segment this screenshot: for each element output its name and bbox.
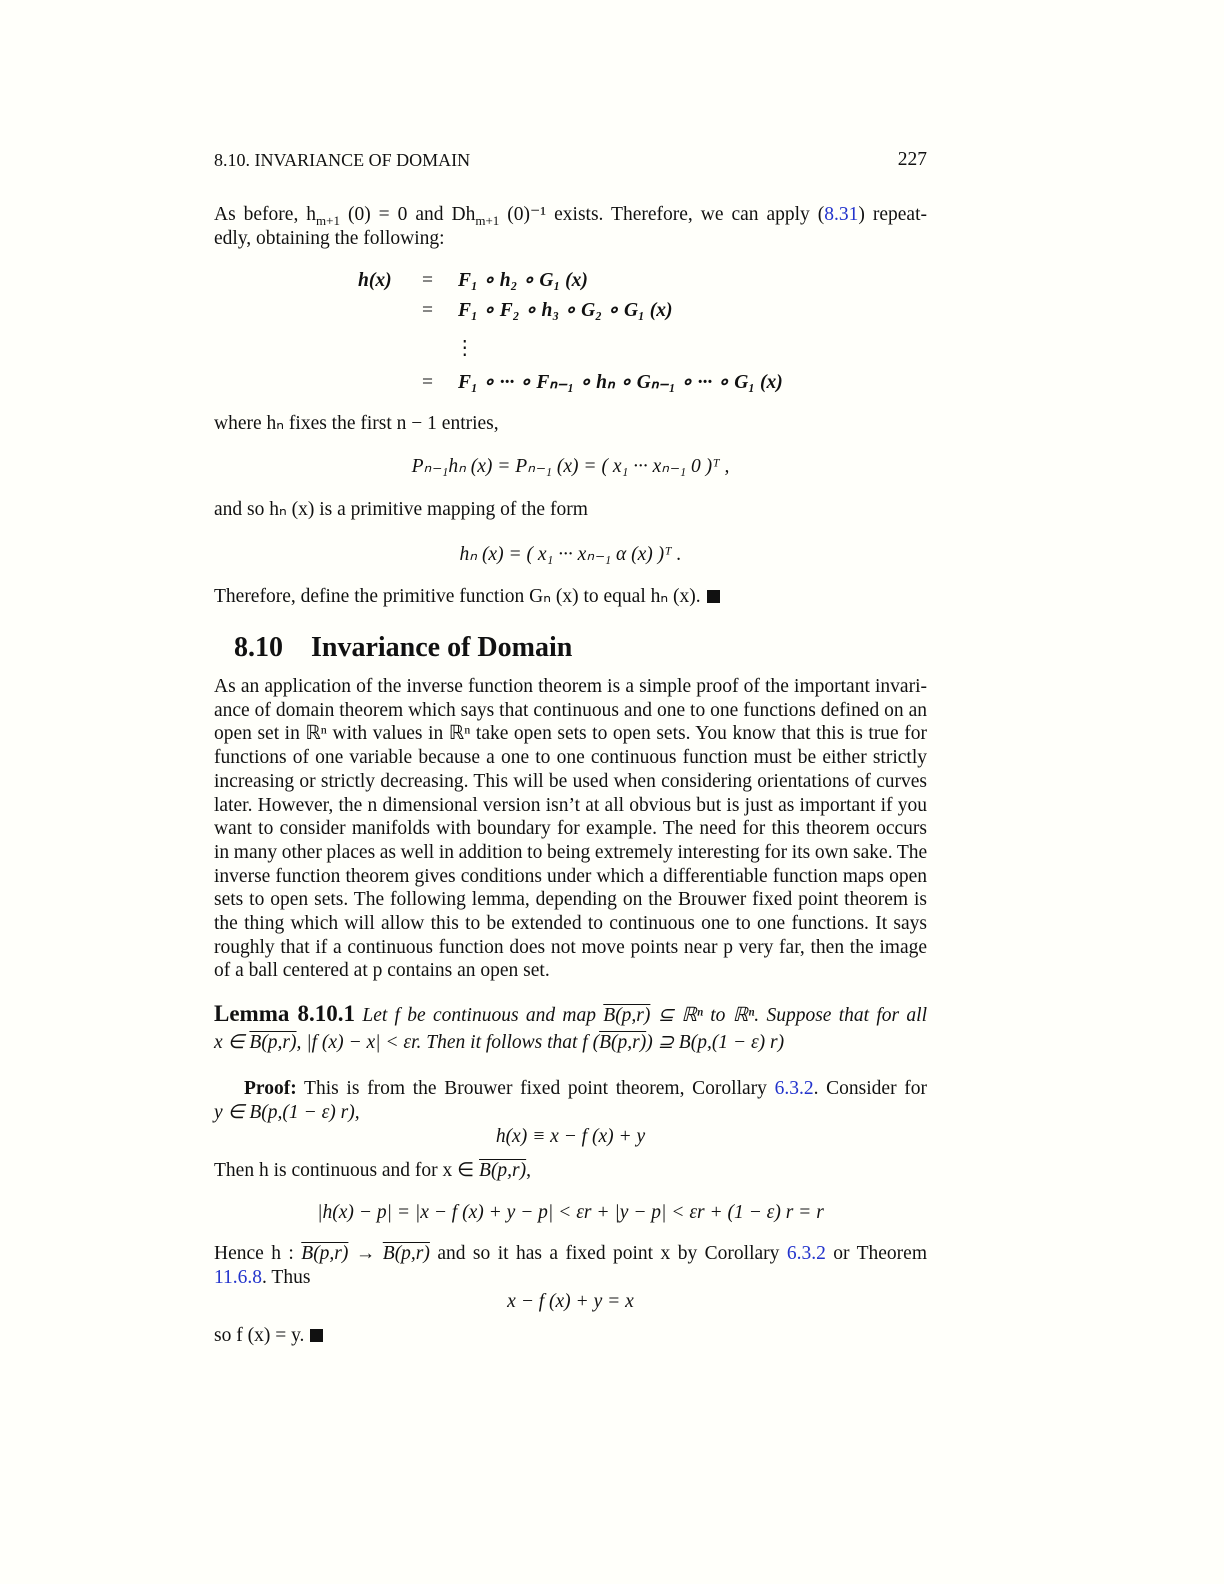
proof-eq-2: |h(x) − p| = |x − f (x) + y − p| < εr + |y − p| < εr + (1 − ε) r = r bbox=[317, 1202, 824, 1223]
proof-eq-1: h(x) ≡ x − f (x) + y bbox=[495, 1126, 646, 1147]
closed-ball: B(p,r) bbox=[599, 1032, 647, 1053]
eq-row-2: F₁ ∘ F₂ ∘ h₃ ∘ G₂ ∘ G₁ (x) bbox=[458, 300, 673, 321]
section-title: Invariance of Domain bbox=[311, 632, 573, 663]
text: As before, h bbox=[214, 204, 317, 225]
eq-lhs: h(x) bbox=[358, 270, 392, 291]
text: . Consider for bbox=[813, 1078, 927, 1099]
header-section: 8.10. INVARIANCE OF DOMAIN bbox=[214, 150, 471, 170]
lemma-label: Lemma 8.10.1 bbox=[214, 1001, 356, 1026]
text: This is from the Brouwer fixed point theorem, Corollary bbox=[296, 1078, 775, 1099]
equation-link[interactable]: 8.31 bbox=[824, 204, 859, 225]
closed-ball: B(p,r) bbox=[603, 1005, 651, 1026]
section-number: 8.10 bbox=[234, 632, 283, 663]
lemma-line-1 bbox=[214, 1000, 927, 1028]
paragraph-line: in many other places as well in addition to being extremely interesting for its own sake. The bbox=[214, 841, 928, 863]
text: . Thus bbox=[262, 1267, 311, 1288]
theorem-link[interactable]: 11.6.8 bbox=[214, 1267, 263, 1288]
therefore-line bbox=[214, 585, 927, 609]
paragraph-line: later. However, the n dimensional version isn’t at all obvious but is just as important if you bbox=[214, 794, 927, 816]
text: Then h is continuous and for x ∈ bbox=[214, 1160, 480, 1181]
paragraph-line: sets to open sets. The following lemma, depending on the Brouwer fixed point theorem is bbox=[214, 889, 927, 911]
page-number: 227 bbox=[897, 149, 927, 170]
proof-eq-3: x − f (x) + y = x bbox=[507, 1291, 634, 1312]
closed-ball: B(p,r) bbox=[479, 1160, 527, 1181]
subscript: m+1 bbox=[475, 212, 500, 228]
text: Hence h : bbox=[214, 1243, 302, 1264]
text: (0) = 0 and Dh bbox=[340, 204, 476, 225]
paragraph-line: inverse function theorem gives conditions under which a differentiable function maps open bbox=[214, 865, 927, 887]
proof-line-6 bbox=[214, 1324, 927, 1348]
intro-line-2: edly, obtaining the following: bbox=[214, 228, 445, 249]
subscript: m+1 bbox=[316, 212, 340, 228]
text: , |f (x) − x| < εr. Then it follows that f ( bbox=[296, 1032, 600, 1053]
arrow: → bbox=[348, 1243, 383, 1264]
closed-ball: B(p,r) bbox=[301, 1243, 349, 1264]
text: and so it has a fixed point x by Corollary bbox=[429, 1243, 787, 1264]
vdots: ⋮ bbox=[455, 338, 475, 359]
closed-ball: B(p,r) bbox=[382, 1243, 430, 1264]
eq-row-1: F₁ ∘ h₂ ∘ G₁ (x) bbox=[458, 270, 588, 291]
text: so f (x) = y. bbox=[214, 1325, 305, 1346]
text: ) ⊇ B(p,(1 − ε) r) bbox=[646, 1032, 785, 1053]
text: x ∈ bbox=[214, 1032, 250, 1053]
projection-equation: Pₙ₋₁hₙ (x) = Pₙ₋₁ (x) = ( x₁ ··· xₙ₋₁ 0 )ᵀ , bbox=[411, 456, 730, 477]
eq-row-3: F₁ ∘ ··· ∘ Fₙ₋₁ ∘ hₙ ∘ Gₙ₋₁ ∘ ··· ∘ G₁ (x) bbox=[458, 372, 783, 393]
paragraph-line: the thing which will allow this to be extended to continuous one to one functions. It says bbox=[214, 913, 927, 934]
paragraph-line: ance of domain theorem which says that continuous and one to one functions defined on an bbox=[214, 699, 927, 721]
paragraph-line: open set in ℝⁿ with values in ℝⁿ take open sets to open sets. You know that this is true for bbox=[214, 723, 927, 745]
lemma-line-2 bbox=[214, 1031, 927, 1055]
corollary-link[interactable]: 6.3.2 bbox=[786, 1243, 826, 1264]
corollary-link[interactable]: 6.3.2 bbox=[774, 1078, 814, 1099]
proof-line-2: y ∈ B(p,(1 − ε) r), bbox=[214, 1102, 360, 1123]
eq-sign: = bbox=[422, 270, 433, 291]
text: Therefore, define the primitive function Gₙ (x) to equal hₙ (x). bbox=[214, 586, 701, 607]
where-line: where hₙ fixes the first n − 1 entries, bbox=[214, 413, 499, 434]
qed-square-icon bbox=[707, 590, 720, 603]
section-heading bbox=[234, 632, 572, 664]
qed-square-icon bbox=[310, 1329, 323, 1342]
paragraph-line: functions of one variable because a one to one continuous function must be either strictly bbox=[214, 747, 927, 769]
text: (0)⁻¹ exists. Therefore, we can apply ( bbox=[499, 204, 825, 225]
running-header bbox=[214, 148, 927, 172]
proof-line-5 bbox=[214, 1266, 927, 1290]
and-so-line: and so hₙ (x) is a primitive mapping of the form bbox=[214, 499, 588, 520]
intro-line-1 bbox=[214, 203, 927, 227]
text: or Theorem bbox=[825, 1243, 927, 1264]
text: ) repeat- bbox=[858, 204, 927, 225]
paragraph-line: increasing or strictly decreasing. This will be used when considering orientations of curves bbox=[214, 770, 927, 792]
proof-line-1 bbox=[244, 1077, 927, 1101]
text: , bbox=[526, 1160, 532, 1181]
proof-line-4 bbox=[214, 1242, 927, 1266]
paragraph-line: want to consider manifolds with boundary for example. The need for this theorem occurs bbox=[214, 818, 927, 840]
paragraph-line: As an application of the inverse function theorem is a simple proof of the important invari- bbox=[214, 676, 927, 697]
eq-sign: = bbox=[422, 372, 433, 393]
paragraph-line: of a ball centered at p contains an open set. bbox=[214, 960, 550, 982]
text: Let f be continuous and map bbox=[362, 1005, 604, 1026]
eq-sign: = bbox=[422, 300, 433, 321]
closed-ball: B(p,r) bbox=[249, 1032, 297, 1053]
text: ⊆ ℝⁿ to ℝⁿ. Suppose that for all bbox=[650, 1005, 927, 1026]
paragraph-line: roughly that if a continuous function does not move points near p very far, then the image bbox=[214, 936, 927, 958]
proof-line-3 bbox=[214, 1159, 927, 1183]
proof-label: Proof: bbox=[244, 1078, 297, 1099]
primitive-equation: hₙ (x) = ( x₁ ··· xₙ₋₁ α (x) )ᵀ . bbox=[459, 544, 682, 565]
